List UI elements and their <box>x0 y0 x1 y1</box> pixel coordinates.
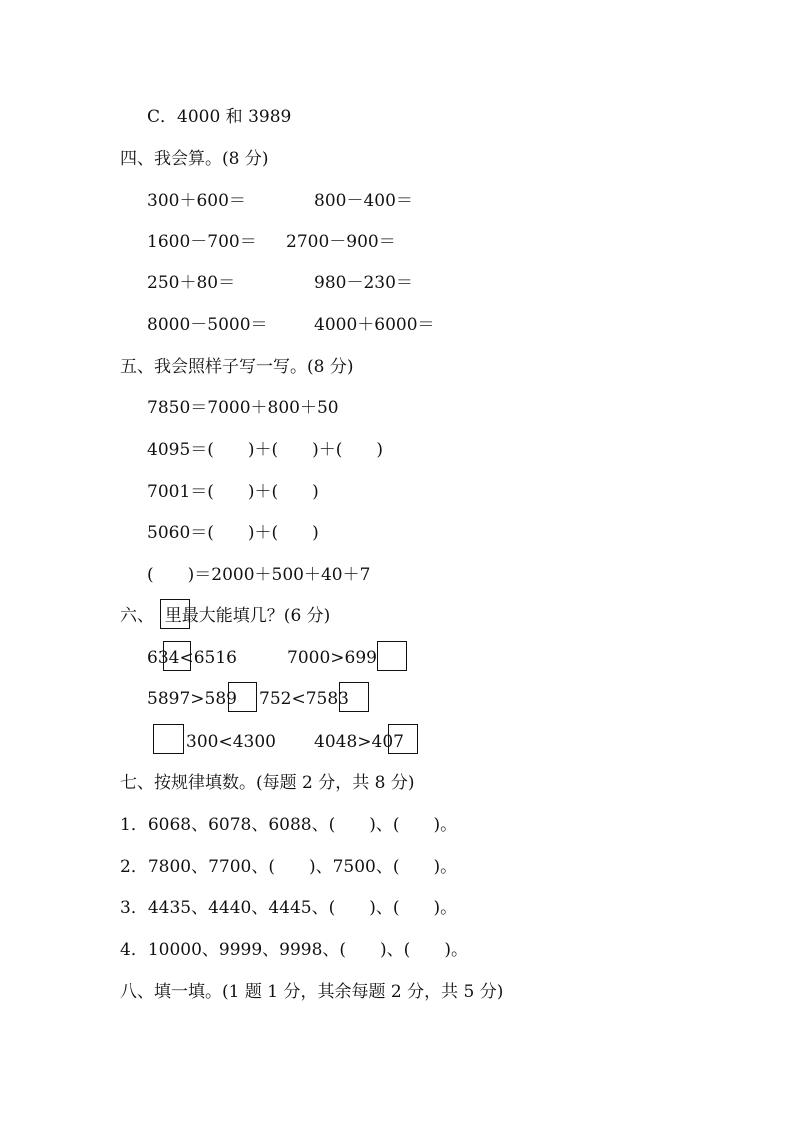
calc-item: 800－400＝ <box>314 191 413 211</box>
decompose-item: 5060＝( )＋( ) <box>147 523 319 543</box>
answer-box[interactable] <box>153 724 184 754</box>
calc-item: 8000－5000＝ <box>147 315 268 335</box>
calc-item: 4000＋6000＝ <box>314 315 435 335</box>
answer-box[interactable] <box>163 641 191 671</box>
answer-box[interactable] <box>339 682 369 712</box>
calc-item: 300＋600＝ <box>147 191 246 211</box>
compare-item: 634<6516 <box>147 648 237 668</box>
sequence-item: 2．7800、7700、( )、7500、( )。 <box>120 857 458 877</box>
sequence-item: 4．10000、9999、9998、( )、( )。 <box>120 940 468 960</box>
section-7-heading: 七、按规律填数。(每题 2 分，共 8 分) <box>120 773 415 793</box>
section-6-heading: 六、 里最大能填几？(6 分) <box>120 606 331 626</box>
section-4-heading: 四、我会算。(8 分) <box>120 149 269 169</box>
decompose-item: ( )＝2000＋500＋40＋7 <box>147 565 371 585</box>
decompose-item: 7001＝( )＋( ) <box>147 482 319 502</box>
answer-box[interactable] <box>228 682 257 712</box>
example-equation: 7850＝7000＋800＋50 <box>147 398 339 418</box>
compare-item: 5897>589 <box>147 689 237 709</box>
calc-item: 250＋80＝ <box>147 273 236 293</box>
compare-item: 7000>699 <box>287 648 377 668</box>
calc-item: 2700－900＝ <box>286 232 396 252</box>
calc-item: 1600－700＝ <box>147 232 257 252</box>
compare-item: 4048>407 <box>314 732 404 752</box>
compare-item: 300<4300 <box>186 732 276 752</box>
section-8-heading: 八、填一填。(1 题 1 分，其余每题 2 分，共 5 分) <box>120 982 504 1002</box>
heading-box-icon <box>160 599 190 629</box>
answer-box[interactable] <box>388 724 418 754</box>
answer-box[interactable] <box>377 641 407 671</box>
sequence-item: 1．6068、6078、6088、( )、( )。 <box>120 815 458 835</box>
decompose-item: 4095＝( )＋( )＋( ) <box>147 440 384 460</box>
section-5-heading: 五、我会照样子写一写。(8 分) <box>120 357 354 377</box>
compare-item: 752<7583 <box>259 689 349 709</box>
calc-item: 980－230＝ <box>314 273 413 293</box>
option-c: C．4000 和 3989 <box>147 107 292 127</box>
sequence-item: 3．4435、4440、4445、( )、( )。 <box>120 898 458 918</box>
